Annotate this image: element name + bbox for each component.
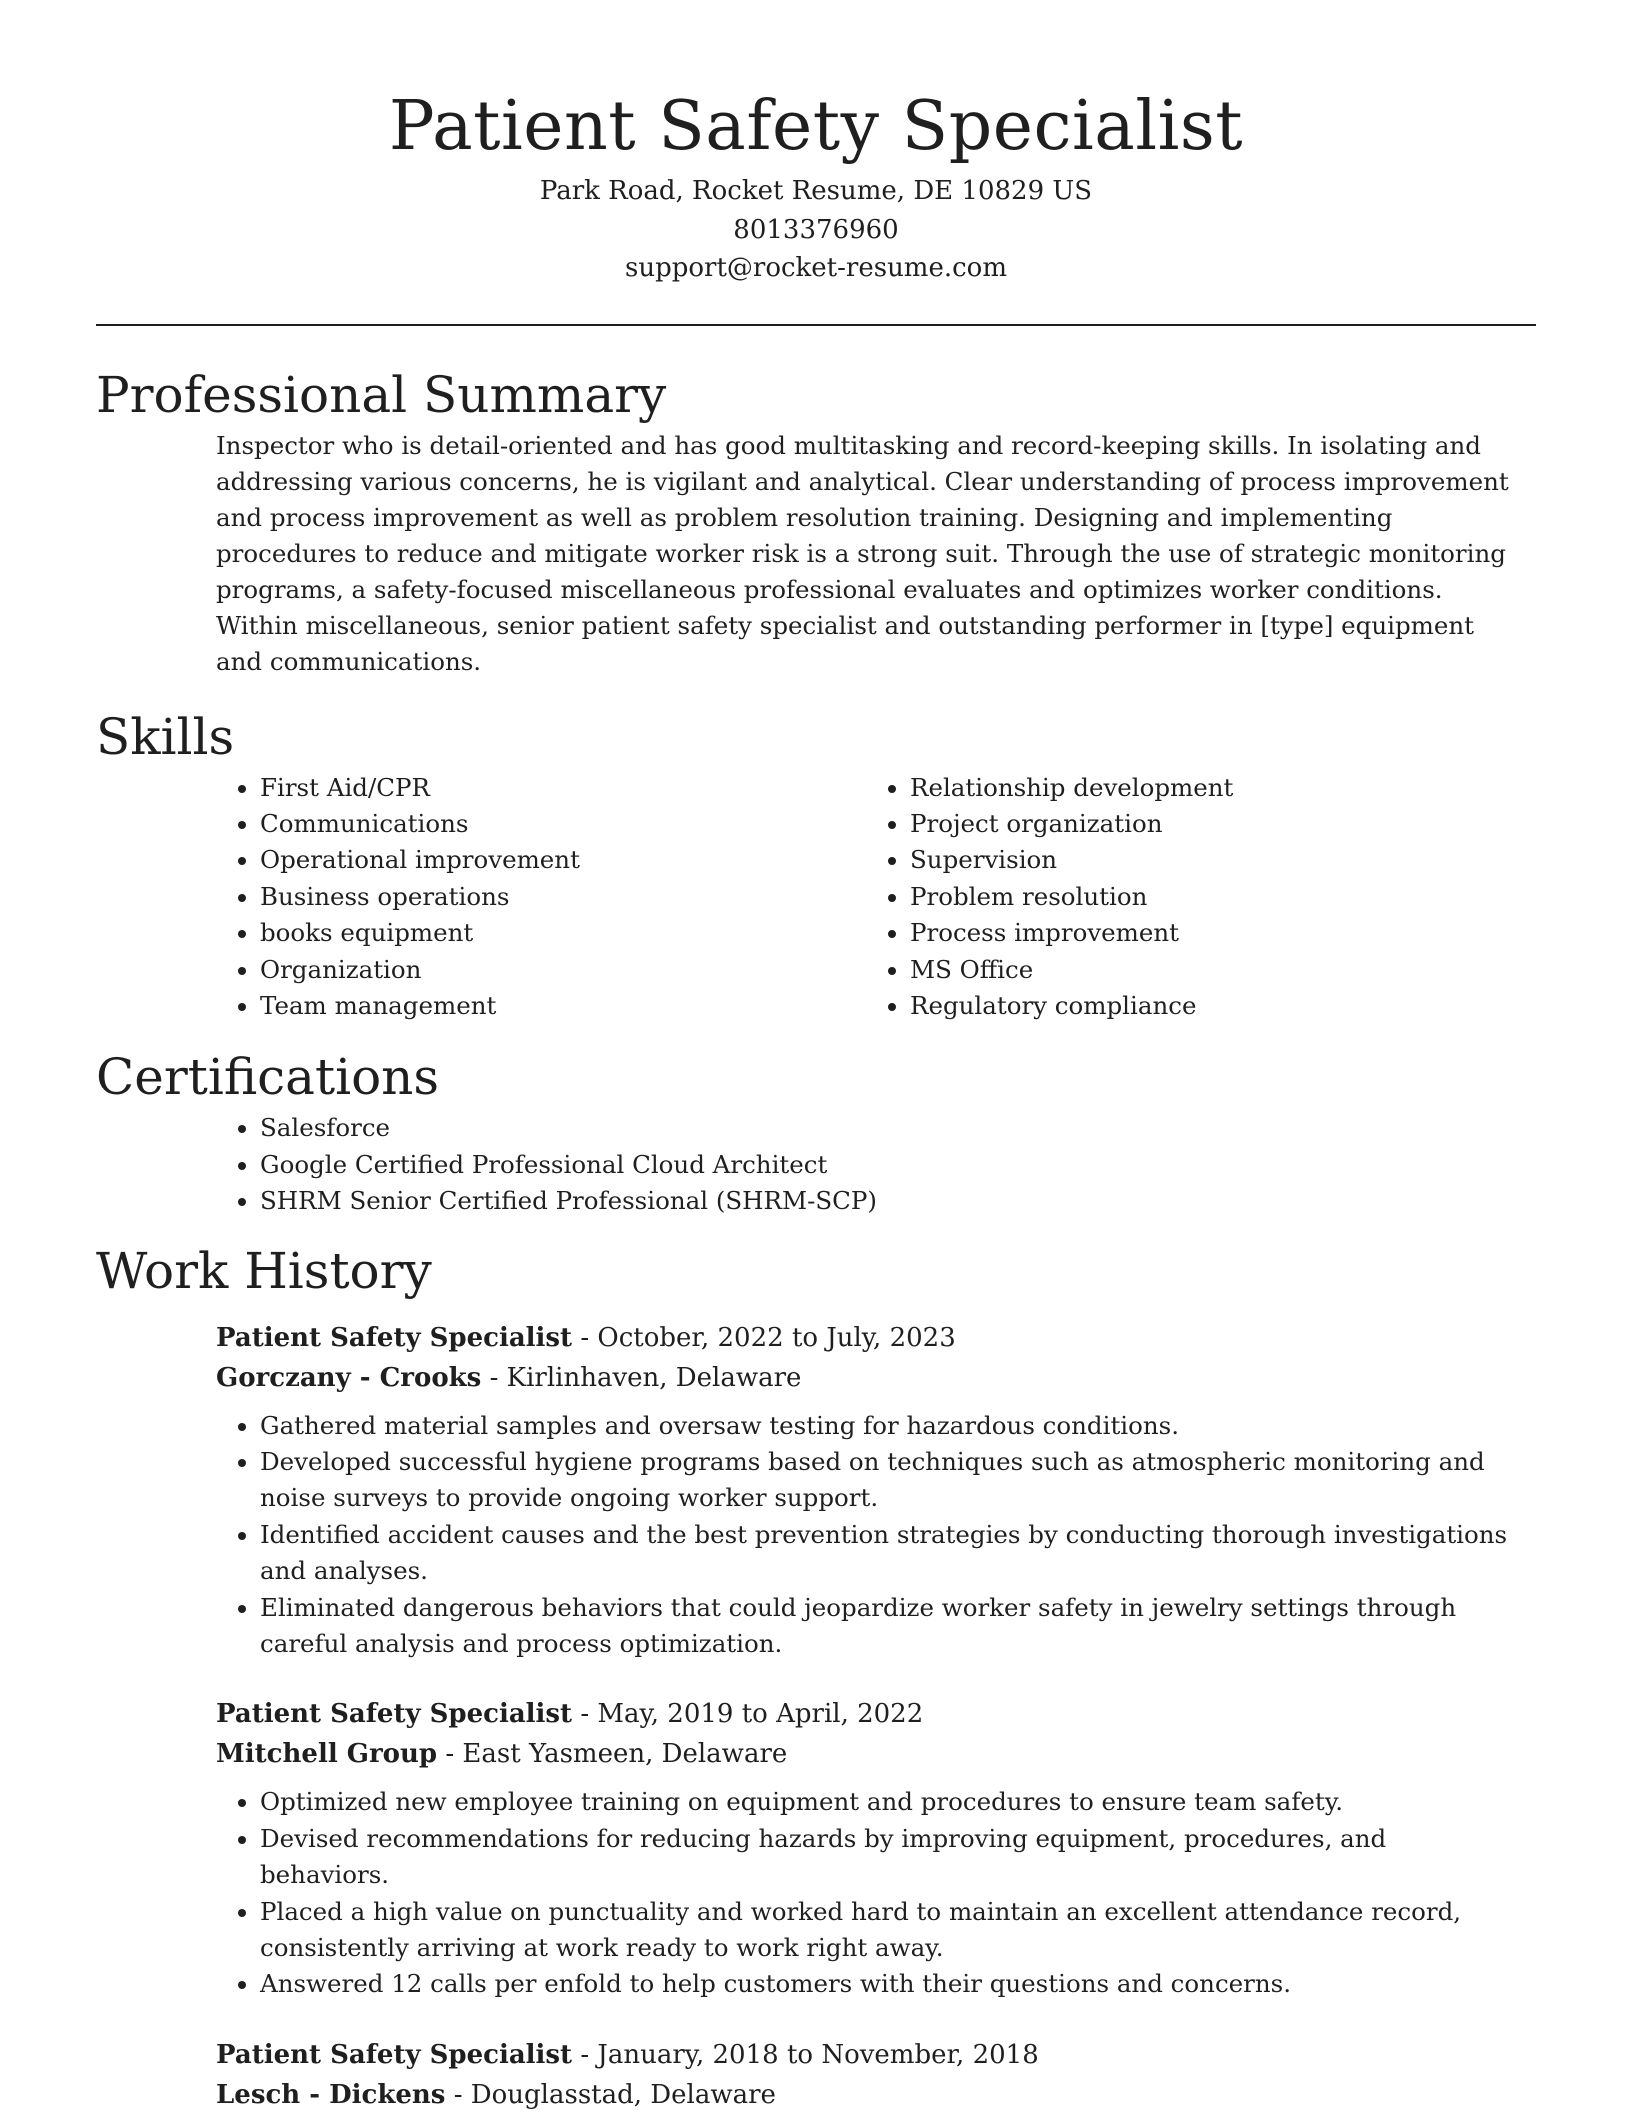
job-dates: January, 2018 to November, 2018 xyxy=(597,2039,1039,2070)
skill-item: • Team management xyxy=(260,988,866,1024)
job-title-line: Patient Safety Specialist - January, 2018 to November, 2018 xyxy=(216,2039,1039,2070)
section-title-skills: Skills xyxy=(96,707,235,766)
skills-section xyxy=(96,704,1536,1025)
certifications-list xyxy=(216,1110,1516,1219)
job-bullet: • Developed successful hygiene programs based on techniques such as atmospheric monitoring and noise surveys to provide ongoing worker support. xyxy=(260,1444,1516,1517)
skill-item: • Process improvement xyxy=(910,915,1516,951)
skill-item: • Project organization xyxy=(910,806,1516,842)
section-title-summary: Professional Summary xyxy=(96,365,667,424)
job-title: Patient Safety Specialist xyxy=(216,1322,573,1353)
job-company-line: Lesch - Dickens - Douglasstad, Delaware xyxy=(216,2079,776,2110)
skill-item: • Supervision xyxy=(910,842,1516,878)
skill-item: • Regulatory compliance xyxy=(910,988,1516,1024)
skill-item: • First Aid/CPR xyxy=(260,770,866,806)
skill-item: • Organization xyxy=(260,952,866,988)
candidate-name: Patient Safety Specialist xyxy=(388,87,1244,166)
job-title-line: Patient Safety Specialist - May, 2019 to April, 2022 xyxy=(216,1699,924,1730)
skill-item: • Operational improvement xyxy=(260,842,866,878)
job-entry xyxy=(216,1318,1516,1663)
job-location: Douglasstad, Delaware xyxy=(470,2079,776,2110)
job-bullet: • Answered 12 calls per enfold to help customers with their questions and concerns. xyxy=(260,1966,1516,2002)
job-bullet: • Identified accident causes and the best prevention strategies by conducting thorough investigations and analyses. xyxy=(260,1517,1516,1590)
job-location: East Yasmeen, Delaware xyxy=(462,1739,788,1770)
resume-page xyxy=(96,0,1536,2115)
job-bullets xyxy=(216,1784,1516,2002)
job-company-line: Gorczany - Crooks - Kirlinhaven, Delaware xyxy=(216,1362,802,1393)
contact-address: Park Road, Rocket Resume, DE 10829 US xyxy=(539,176,1093,206)
certification-item: • SHRM Senior Certified Professional (SHRM-SCP) xyxy=(260,1183,1516,1219)
job-company: Mitchell Group xyxy=(216,1739,438,1770)
work-history-section xyxy=(96,1238,1536,2115)
job-bullet: • Gathered material samples and oversaw testing for hazardous conditions. xyxy=(260,1408,1516,1444)
skill-item: • Relationship development xyxy=(910,770,1516,806)
skills-columns xyxy=(216,770,1516,1025)
job-bullet: • Optimized new employee training on equipment and procedures to ensure team safety. xyxy=(260,1784,1516,1820)
job-dates: May, 2019 to April, 2022 xyxy=(597,1699,924,1730)
job-bullet: • Devised recommendations for reducing hazards by improving equipment, procedures, and behaviors. xyxy=(260,1821,1516,1894)
section-title-certifications: Certifications xyxy=(96,1048,440,1107)
job-bullets xyxy=(216,1408,1516,1663)
contact-email[interactable]: support@rocket-resume.com xyxy=(624,253,1007,283)
skills-list-right xyxy=(866,770,1516,1025)
section-title-work-history: Work History xyxy=(96,1241,432,1300)
certification-item: • Salesforce xyxy=(260,1110,1516,1146)
skill-item: • Problem resolution xyxy=(910,879,1516,915)
job-bullet: • Eliminated dangerous behaviors that could jeopardize worker safety in jewelry settings through careful analysis and process optimization. xyxy=(260,1590,1516,1663)
skill-item: • Communications xyxy=(260,806,866,842)
certifications-section xyxy=(96,1044,1536,1219)
job-company: Gorczany - Crooks xyxy=(216,1362,482,1393)
skills-list-left xyxy=(216,770,866,1025)
skill-item: • books equipment xyxy=(260,915,866,951)
job-dates: October, 2022 to July, 2023 xyxy=(597,1322,956,1353)
job-company-line: Mitchell Group - East Yasmeen, Delaware xyxy=(216,1739,788,1770)
job-bullet: • Placed a high value on punctuality and worked hard to maintain an excellent attendance record, consistently arriving at work ready to work right away. xyxy=(260,1894,1516,1967)
header-divider xyxy=(96,324,1536,326)
skill-item: • Business operations xyxy=(260,879,866,915)
contact-phone: 8013376960 xyxy=(733,214,899,245)
contact-block xyxy=(96,172,1536,288)
job-location: Kirlinhaven, Delaware xyxy=(506,1362,802,1393)
job-company: Lesch - Dickens xyxy=(216,2079,446,2110)
job-title: Patient Safety Specialist xyxy=(216,1699,573,1730)
job-title: Patient Safety Specialist xyxy=(216,2039,573,2070)
job-entry xyxy=(216,2035,1516,2115)
professional-summary-section xyxy=(96,362,1536,680)
certification-item: • Google Certified Professional Cloud Architect xyxy=(260,1147,1516,1183)
summary-text: Inspector who is detail-oriented and has good multitasking and record-keeping skills. In isolating and addressing various concerns, he is vigilant and analytical. Clear understanding of process improvement and process improvement as well as problem resolution training. Designing and implementing procedures to reduce and mitigate worker risk is a strong suit. Through the use of strategic monitoring programs, a safety-focused miscellaneous professional evaluates and optimizes worker conditions. Within miscellaneous, senior patient safety specialist and outstanding performer in [type] equipment and communications. xyxy=(216,430,1509,676)
job-entry xyxy=(216,1694,1516,2002)
skill-item: • MS Office xyxy=(910,952,1516,988)
job-title-line: Patient Safety Specialist - October, 2022 to July, 2023 xyxy=(216,1322,956,1353)
